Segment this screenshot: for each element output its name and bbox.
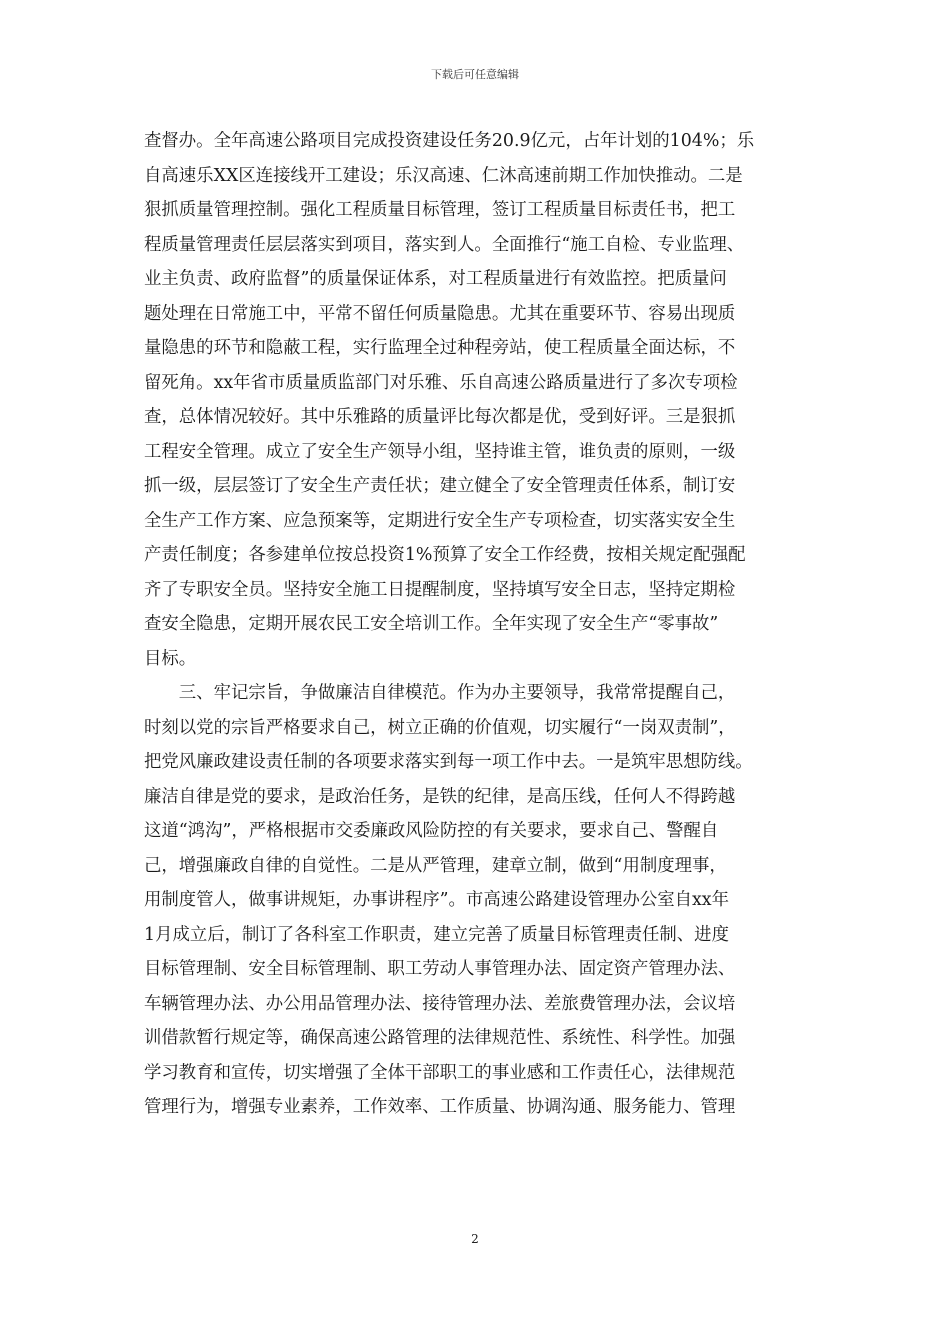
text-line: 管理行为，增强专业素养，工作效率、工作质量、协调沟通、服务能力、管理 — [144, 1097, 736, 1117]
text-line: 训借款暂行规定等，确保高速公路管理的法律规范性、系统性、科学性。加强 — [144, 1028, 736, 1048]
text-line: 题处理在日常施工中，平常不留任何质量隐患。尤其在重要环节、容易出现质 — [144, 303, 736, 324]
text-line: 齐了专职安全员。坚持安全施工日提醒制度，坚持填写安全日志，坚持定期检 — [144, 579, 736, 600]
text-line: 廉洁自律是党的要求，是政治任务，是铁的纪律，是高压线，任何人不得跨越 — [144, 786, 736, 807]
text-line: 程质量管理责任层层落实到项目，落实到人。全面推行“施工自检、专业监理、 — [144, 234, 745, 255]
text-line: 量隐患的环节和隐蔽工程，实行监理全过种程旁站，使工程质量全面达标，不 — [144, 338, 736, 358]
text-line: 目标。 — [144, 648, 197, 669]
text-line: 狠抓质量管理控制。强化工程质量目标管理，签订工程质量目标责任书，把工 — [144, 200, 736, 220]
text-line: 这道“鸿沟”，严格根据市交委廉政风险防控的有关要求，要求自己、警醒自 — [144, 821, 719, 841]
text-line: 1月成立后，制订了各科室工作职责，建立完善了质量目标管理责任制、进度 — [144, 924, 729, 945]
text-line: 把党风廉政建设责任制的各项要求落实到每一项工作中去。一是筑牢思想防线。 — [144, 752, 753, 772]
text-line: 查，总体情况较好。其中乐雅路的质量评比每次都是优，受到好评。三是狠抓 — [144, 407, 736, 427]
page-number: 2 — [471, 1232, 479, 1246]
document-body — [144, 124, 809, 1125]
text-line: 目标管理制、安全目标管理制、职工劳动人事管理办法、固定资产管理办法、 — [144, 959, 736, 979]
text-line: 留死角。xx年省市质量质监部门对乐雅、乐自高速公路质量进行了多次专项检 — [144, 372, 738, 393]
text-line: 学习教育和宣传，切实增强了全体干部职工的事业感和工作责任心，法律规范 — [144, 1062, 736, 1083]
text-line: 产责任制度；各参建单位按总投资1%预算了安全工作经费，按相关规定配强配 — [144, 545, 746, 565]
text-line: 己，增强廉政自律的自觉性。二是从严管理，建章立制，做到“用制度理事， — [144, 855, 727, 876]
text-line: 全生产工作方案、应急预案等，定期进行安全生产专项检查，切实落实安全生 — [144, 510, 736, 531]
text-line: 查督办。全年高速公路项目完成投资建设任务20.9亿元，占年计划的104%；乐 — [144, 131, 755, 151]
text-line: 三、牢记宗旨，争做廉洁自律模范。作为办主要领导，我常常提醒自己， — [144, 683, 736, 703]
text-line: 用制度管人，做事讲规矩，办事讲程序”。市高速公路建设管理办公室自xx年 — [144, 890, 730, 910]
text-line: 时刻以党的宗旨严格要求自己，树立正确的价值观，切实履行“一岗双责制”， — [144, 717, 736, 738]
text-line: 业主负责、政府监督”的质量保证体系，对工程质量进行有效监控。把质量问 — [144, 269, 727, 289]
text-line: 查安全隐患，定期开展农民工安全培训工作。全年实现了安全生产“零事故” — [144, 614, 719, 634]
text-line: 抓一级，层层签订了安全生产责任状；建立健全了安全管理责任体系，制订安 — [144, 476, 736, 496]
text-line: 工程安全管理。成立了安全生产领导小组，坚持谁主管，谁负责的原则，一级 — [144, 441, 736, 462]
page-header: 下载后可任意编辑 — [431, 68, 519, 81]
text-line: 车辆管理办法、办公用品管理办法、接待管理办法、差旅费管理办法，会议培 — [144, 993, 736, 1014]
text-line: 自高速乐XX区连接线开工建设；乐汉高速、仁沐高速前期工作加快推动。二是 — [144, 165, 743, 186]
